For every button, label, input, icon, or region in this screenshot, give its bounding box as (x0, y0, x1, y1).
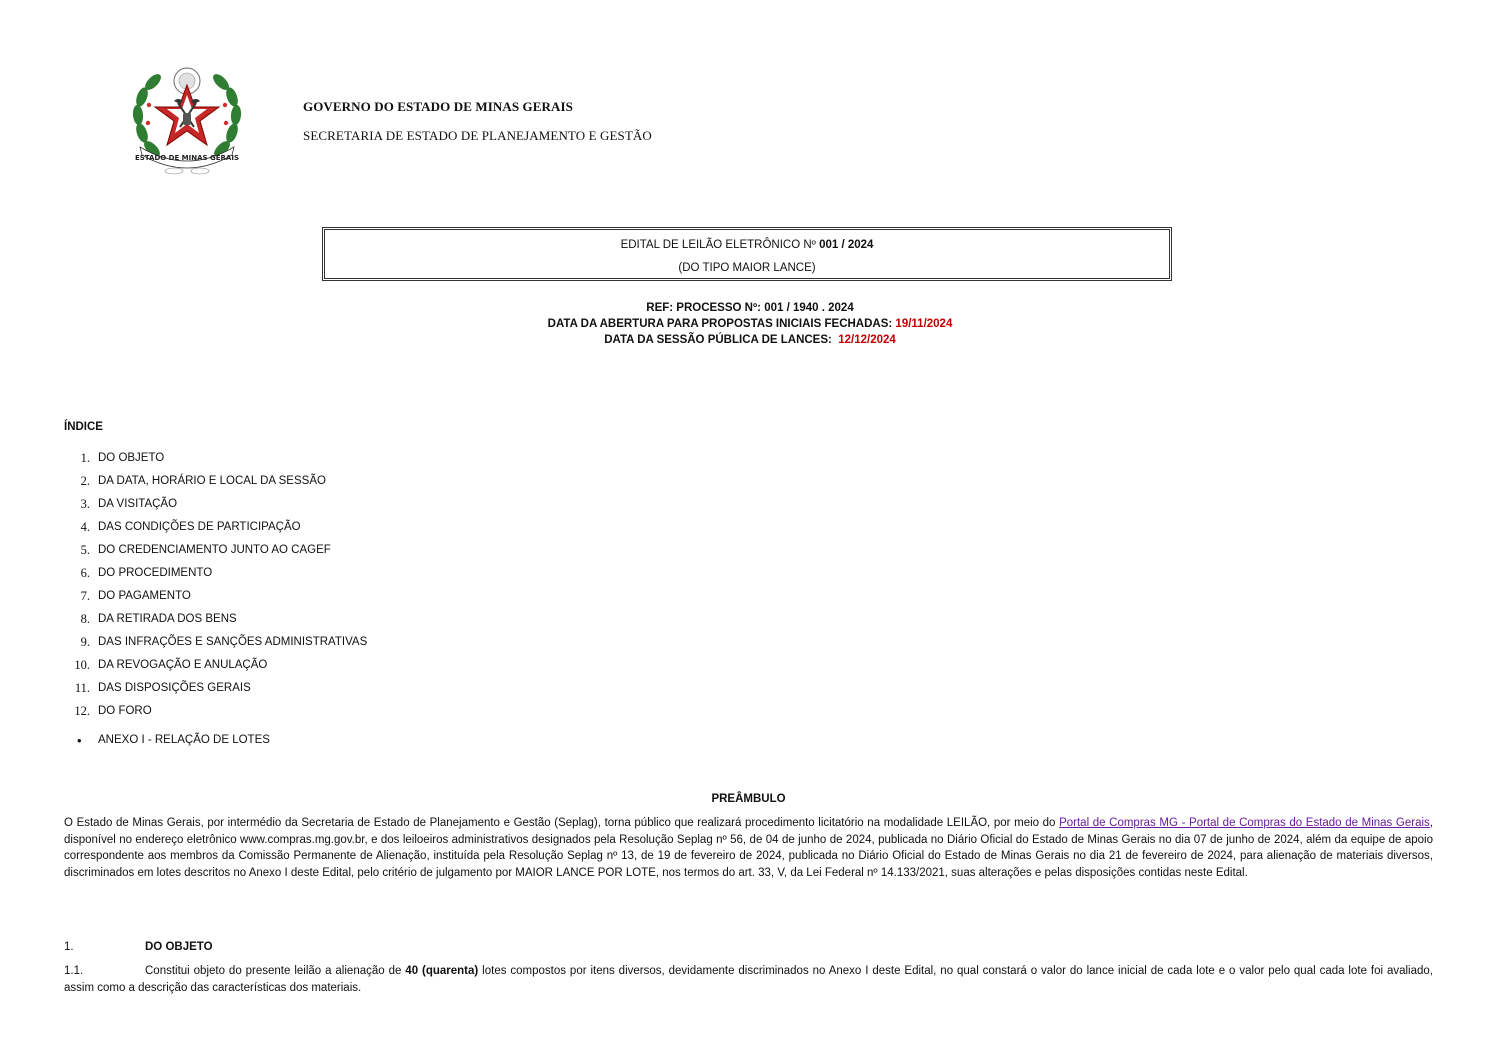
index-item-number: 9. (80, 635, 90, 649)
index-item-label: DA RETIRADA DOS BENS (98, 613, 237, 625)
index-item-label: DO OBJETO (98, 452, 165, 464)
index-item-number: 11. (74, 681, 90, 695)
index-item-number: 2. (80, 474, 90, 488)
index-item-number: 1. (80, 451, 90, 465)
index-item-label: DA DATA, HORÁRIO E LOCAL DA SESSÃO (98, 475, 326, 487)
preamble-text: O Estado de Minas Gerais, por intermédio da Secretaria de Estado de Planejamento e Gestão (Seplag), torna público que realizará procedimento licitatório na modalidade LEILÃO, por meio do (64, 817, 1060, 829)
index-item-number: 7. (80, 589, 90, 603)
index-item-number: 12. (74, 704, 90, 718)
index-item-label: DO FORO (98, 705, 152, 717)
edital-type: (DO TIPO MAIOR LANCE) (678, 262, 816, 274)
preamble-text-continued: , disponível no endereço eletrônico www.compras.mg.gov.br, e dos leiloeiros administrativos designados pela Resolução Seplag nº 56, de 04 de junho de 2024, publicada no Diário Oficial do Estado de Minas Gerais no dia 07 de junho de 2024, além da equipe de apoio correspondente aos membros da Comissão Permanente de Alienação, instituída pela Resolução Seplag nº 13, de 19 de fevereiro de 2024, publicada no Diário Oficial do Estado de Minas Gerais no dia 21 de fevereiro de 2024, para alienação de materiais diversos, discriminados em lotes descritos no Anexo I deste Edital, pelo critério de julgamento por MAIOR LANCE POR LOTE, nos termos do art. 33, V, da Lei Federal nº 14.133/2021, suas alterações e pelas disposições contidas neste Edital. (64, 817, 1433, 879)
index-item-label: DAS DISPOSIÇÕES GERAIS (98, 682, 251, 694)
index-item-label: DA VISITAÇÃO (98, 498, 178, 510)
minas-gerais-coat-of-arms-logo (128, 63, 246, 177)
edital-number: 001 / 2024 (819, 239, 874, 251)
clause-1-1-paragraph (64, 963, 1433, 996)
index-item-label: DA REVOGAÇÃO E ANULAÇÃO (98, 659, 268, 671)
annex-label: ANEXO I - RELAÇÃO DE LOTES (98, 734, 270, 746)
index-item-number: 3. (80, 497, 90, 511)
edital-title-box (322, 227, 1172, 281)
session-date-value: 12/12/2024 (838, 334, 896, 346)
svg-text:ESTADO DE MINAS GERAIS: ESTADO DE MINAS GERAIS (134, 154, 240, 162)
opening-date-line (300, 318, 1200, 330)
index-item-number: 5. (80, 543, 90, 557)
preamble-paragraph (64, 815, 1433, 881)
opening-date-label: DATA DA ABERTURA PARA PROPOSTAS INICIAIS FECHADAS: (547, 318, 896, 330)
index-item-number: 4. (80, 520, 90, 534)
section-title: DO OBJETO (145, 941, 213, 953)
section-number: 1. (64, 941, 74, 953)
process-reference: REF: PROCESSO Nº: 001 / 1940 . 2024 (646, 302, 854, 314)
index-title: ÍNDICE (64, 421, 103, 433)
index-item-number: 8. (80, 612, 90, 626)
index-item-label: DO PAGAMENTO (98, 590, 191, 602)
government-title: GOVERNO DO ESTADO DE MINAS GERAIS (303, 99, 573, 114)
bullet-icon: • (77, 733, 82, 748)
lot-count: 40 (quarenta) (405, 965, 479, 977)
opening-date-value: 19/11/2024 (895, 318, 953, 330)
clause-number: 1.1. (64, 965, 84, 977)
index-item-label: DO CREDENCIAMENTO JUNTO AO CAGEF (98, 544, 331, 556)
edital-title-prefix: EDITAL DE LEILÃO ELETRÔNICO Nº (620, 239, 820, 251)
session-date-line (300, 334, 1200, 346)
index-item-label: DAS CONDIÇÕES DE PARTICIPAÇÃO (98, 521, 301, 533)
session-date-label: DATA DA SESSÃO PÚBLICA DE LANCES: (604, 334, 839, 346)
edital-title (325, 239, 1169, 251)
index-item-number: 10. (74, 658, 90, 672)
clause-text-continued: lotes compostos por itens diversos, devidamente discriminados no Anexo I deste Edital, no qual constará o valor do lance inicial de cada lote e o valor pelo qual cada lote foi avaliado, assim como a descrição das características dos materiais. (64, 965, 1433, 994)
index-item-label: DO PROCEDIMENTO (98, 567, 213, 579)
portal-compras-link[interactable]: Portal de Compras MG - Portal de Compras do Estado de Minas Gerais (1059, 817, 1430, 829)
preamble-title: PREÂMBULO (711, 793, 786, 805)
secretariat-title: SECRETARIA DE ESTADO DE PLANEJAMENTO E GESTÃO (303, 128, 652, 143)
index-item-number: 6. (80, 566, 90, 580)
clause-text: Constitui objeto do presente leilão a alienação de (145, 965, 406, 977)
index-item-label: DAS INFRAÇÕES E SANÇÕES ADMINISTRATIVAS (98, 636, 368, 648)
